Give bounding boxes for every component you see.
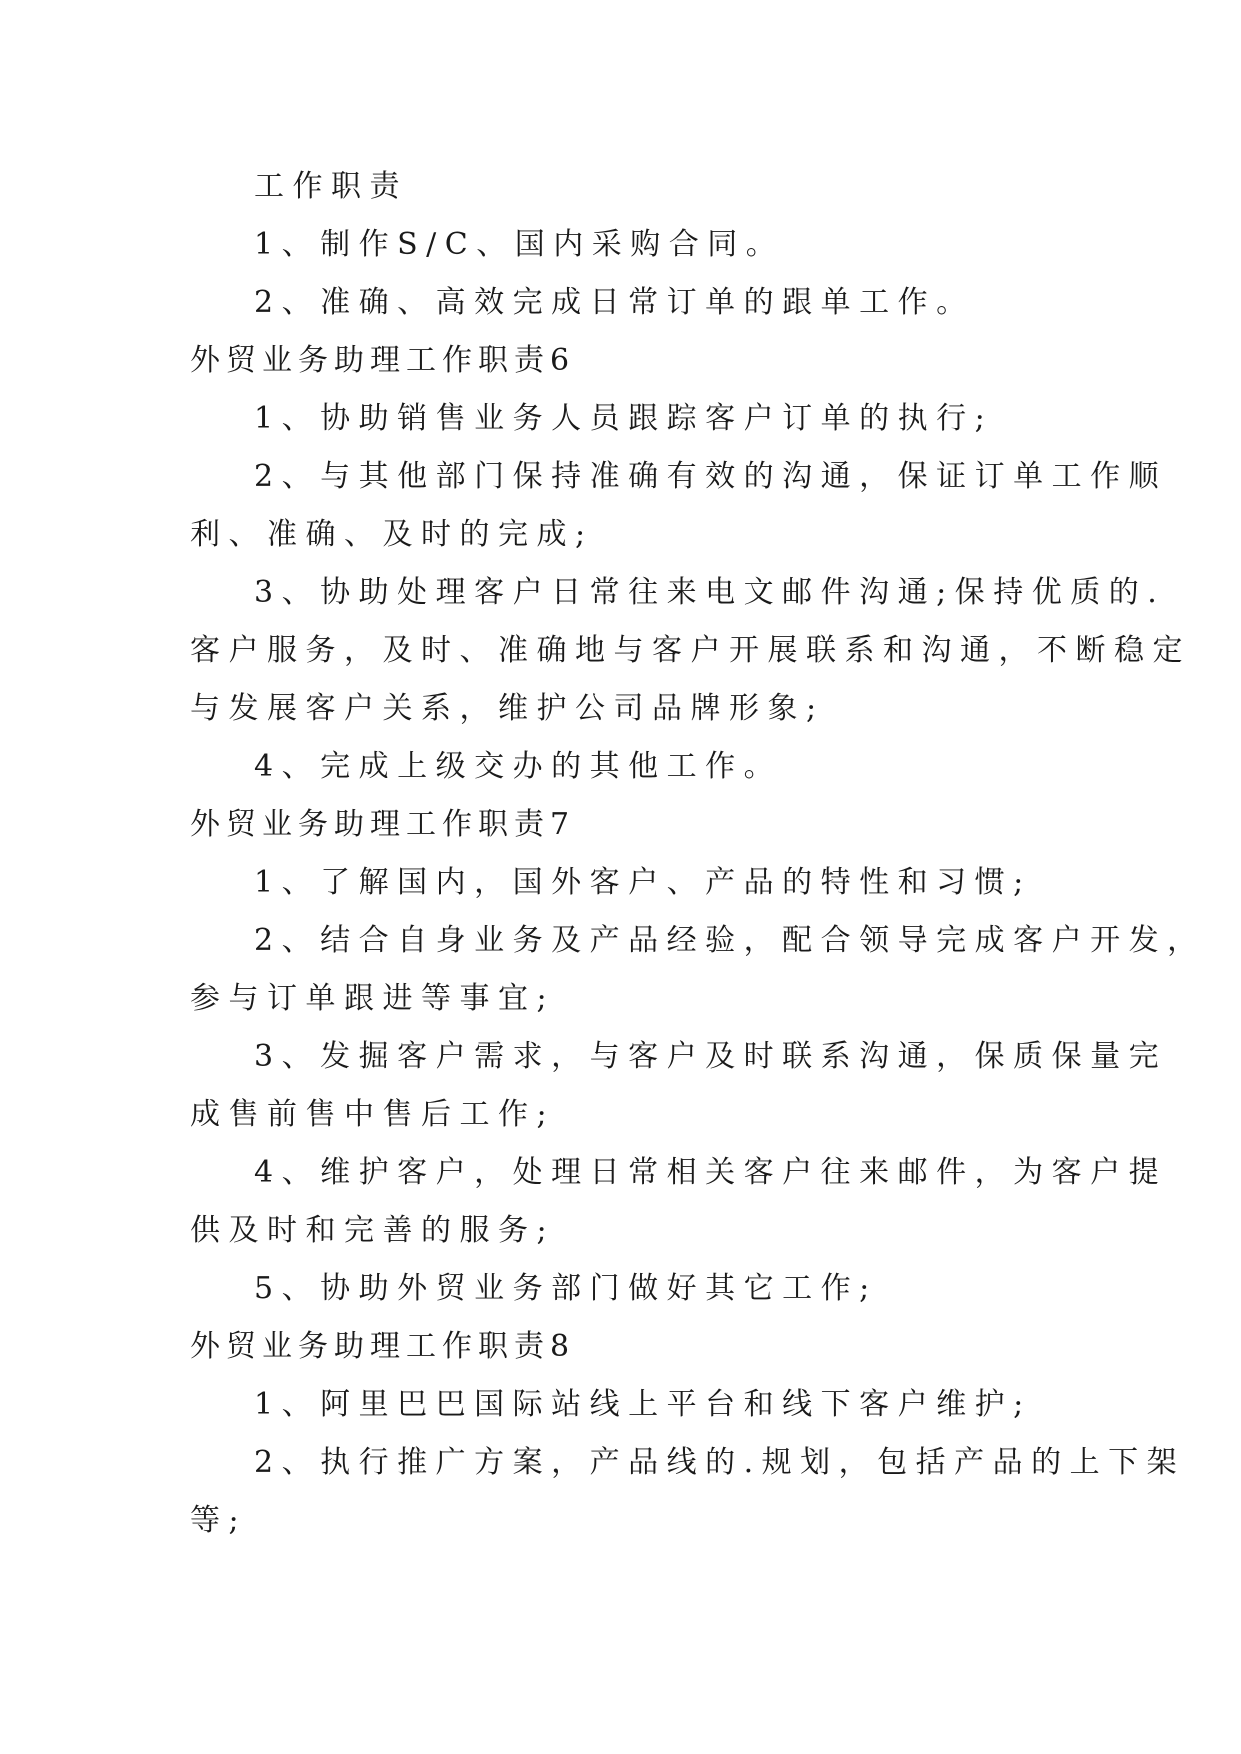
paragraph-line: 供及时和完善的服务; (190, 1213, 556, 1248)
paragraph-line: 客户服务，及时、准确地与客户开展联系和沟通，不断稳定 (190, 633, 1191, 668)
section-heading: 外贸业务助理工作职责8 (190, 1329, 576, 1364)
paragraph-line: 成售前售中售后工作; (190, 1097, 556, 1132)
paragraph-line: 1、阿里巴巴国际站线上平台和线下客户维护; (254, 1387, 1032, 1422)
paragraph-line: 1、协助销售业务人员跟踪客户订单的执行; (254, 401, 994, 436)
paragraph-line: 工作职责 (254, 169, 408, 204)
paragraph-line: 3、发掘客户需求，与客户及时联系沟通，保质保量完 (254, 1039, 1168, 1074)
paragraph-line: 4、完成上级交办的其他工作。 (254, 749, 783, 784)
paragraph-line: 参与订单跟进等事宜; (190, 981, 556, 1016)
document-body (190, 158, 1206, 1550)
paragraph-line: 3、协助处理客户日常往来电文邮件沟通;保持优质的. (254, 575, 1166, 610)
paragraph-line: 1、了解国内，国外客户、产品的特性和习惯; (254, 865, 1032, 900)
paragraph-line: 等; (190, 1503, 248, 1538)
section-heading: 外贸业务助理工作职责7 (190, 807, 576, 842)
paragraph-line: 2、准确、高效完成日常订单的跟单工作。 (254, 285, 975, 320)
paragraph-line: 4、维护客户，处理日常相关客户往来邮件，为客户提 (254, 1155, 1168, 1190)
section-heading: 外贸业务助理工作职责6 (190, 343, 576, 378)
paragraph-line: 2、结合自身业务及产品经验，配合领导完成客户开发， (254, 923, 1206, 958)
paragraph-line: 5、协助外贸业务部门做好其它工作; (254, 1271, 878, 1306)
paragraph-line: 利、准确、及时的完成; (190, 517, 594, 552)
paragraph-line: 与发展客户关系，维护公司品牌形象; (190, 691, 825, 726)
paragraph-line: 1、制作S/C、国内采购合同。 (254, 227, 785, 262)
paragraph-line: 2、与其他部门保持准确有效的沟通，保证订单工作顺 (254, 459, 1168, 494)
paragraph-line: 2、执行推广方案，产品线的.规划，包括产品的上下架 (254, 1445, 1186, 1480)
